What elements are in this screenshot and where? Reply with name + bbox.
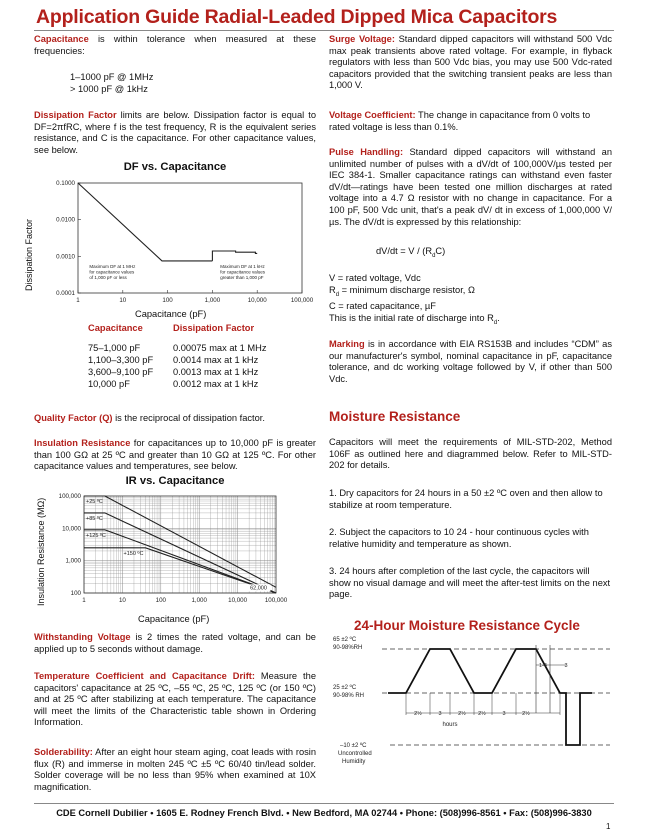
- x-tick-label: 1: [82, 597, 86, 604]
- definition-c: C = rated capacitance, µF: [329, 301, 436, 312]
- df-chart: [30, 176, 320, 308]
- pulse-section: [329, 147, 612, 228]
- step-3-text: 3. 24 hours after completion of the last cycle, the capacitors will show no visual damage and will meet the after-test limits on the next page.: [329, 566, 611, 600]
- withstanding-section: [34, 632, 316, 655]
- insulation-section: [34, 438, 316, 473]
- ir-chart-xlabel: Capacitance (pF): [138, 614, 210, 624]
- ir-chart-ylabel: Insulation Resistance (MΩ): [36, 497, 46, 606]
- x-tick-label: 1,000: [191, 597, 207, 604]
- table-cell: 3,600–9,100 pF: [88, 367, 154, 377]
- dissipation-text: limits are below. Dissipation factor is equal to DF=2πfRC, where f is the test frequency, R is the equivalent series resistance, and C is the capacitance. For other capacitance values, see below.: [34, 110, 316, 155]
- level-label: 65 ±2 ºC: [333, 637, 357, 643]
- x-tick-label: 10: [119, 297, 127, 304]
- df-table-header-capacitance: Capacitance: [88, 323, 143, 333]
- capacitance-label: Capacitance: [34, 34, 89, 44]
- definition-rd-symbol: R: [329, 284, 336, 295]
- cycle-profile-line: [388, 649, 592, 745]
- insulation-label: Insulation Resistance: [34, 438, 131, 448]
- df-annotation-text: Maximum DF at 1 kHz: [220, 263, 265, 269]
- level-label: Uncontrolled: [338, 751, 372, 757]
- withstanding-text: is 2 times the rated voltage, and can be applied up to 5 seconds without damage.: [34, 632, 316, 654]
- voltcoef-label: Voltage Coefficient:: [329, 110, 416, 120]
- level-label: 90-98% RH: [333, 693, 365, 699]
- y-tick-label: 0.1000: [56, 180, 75, 187]
- segment-label: 3: [438, 711, 442, 717]
- df-annotation-text: for capacitance values: [220, 269, 266, 275]
- level-label: 90-98%RH: [333, 645, 363, 651]
- page-footer: CDE Cornell Dubilier • 1605 E. Rodney French Blvd. • New Bedford, MA 02744 • Phone: (508)996-8561 • Fax: (508)996-3830: [56, 808, 592, 818]
- df-annotation-text: of 1,000 pF or less: [89, 274, 127, 280]
- ir-point-label: 62,000: [250, 585, 267, 592]
- x-tick-label: 100,000: [264, 597, 288, 604]
- quality-label: Quality Factor (Q): [34, 413, 113, 423]
- df-chart-title: DF vs. Capacitance: [123, 161, 227, 173]
- level-label: –10 ±2 ºC: [340, 743, 367, 749]
- dvdt-formula: [376, 246, 445, 262]
- table-row: [88, 354, 267, 366]
- solderability-section: [34, 747, 316, 793]
- definition-rd-subscript: d: [335, 291, 340, 298]
- x-tick-label: 1,000: [204, 297, 221, 304]
- formula-subscript: d: [432, 252, 436, 259]
- table-cell: 10,000 pF: [88, 379, 130, 389]
- table-cell: 0.0013 max at 1 kHz: [173, 367, 259, 377]
- segment-label: 2½: [458, 711, 466, 717]
- df-annotation-text: for capacitance values: [89, 269, 135, 275]
- marking-label: Marking: [329, 339, 365, 349]
- moisture-heading: Moisture Resistance: [329, 409, 461, 424]
- y-tick-label: 100,000: [58, 493, 81, 500]
- moisture-step-1: [329, 488, 612, 511]
- x-tick-label: 10,000: [247, 297, 267, 304]
- step-2-text: 2. Subject the capacitors to 10 24 - hour continuous cycles with relative humidity and temperature as shown.: [329, 527, 589, 549]
- table-row: [88, 378, 267, 390]
- x-tick-label: 10: [118, 597, 126, 604]
- pulse-text: Standard dipped capacitors will withstand an unlimited number of pulses with a dV/dt of 100,000V/µs tested per IEC 384-1. Smaller capacitance ratings can withstand even faster dV/dt—ratings have been tested one million discharges at rated voltage into a 4.7 Ω resistor with no change in capacitance. For a 100 pF, 500 Vdc unit, that's a peak dV/ dt in excess of 1,000,000 V/ µs. The dV/dt is expressed by this relationship:: [329, 147, 613, 227]
- dissipation-label: Dissipation Factor: [34, 110, 117, 120]
- moisture-cycle-title: 24-Hour Moisture Resistance Cycle: [354, 618, 580, 633]
- table-row: [88, 342, 267, 354]
- segment-label: 1-4: [539, 663, 547, 669]
- df-annotation-text: greater than 1,000 pF: [220, 274, 264, 280]
- surge-label: Surge Voltage:: [329, 34, 395, 44]
- y-tick-label: 0.0100: [56, 216, 75, 224]
- df-table-header-df: Dissipation Factor: [173, 323, 255, 333]
- capacitance-section: [34, 34, 316, 57]
- tempcoef-label: Temperature Coefficient and Capacitance Drift:: [34, 671, 255, 681]
- moisture-step-2: [329, 527, 612, 550]
- footer-divider: [34, 803, 614, 804]
- ir-series-label: +25 ºC: [86, 499, 103, 505]
- tempcoef-text: Measure the capacitors' capacitance at 25 ºC, –55 ºC, 25 ºC, 125 ºC (or 150 ºC) and at 25 ºC after stabilizing at each temperature. The capacitance will meet the limits of the Characteristic table shown in Ordering Information.: [34, 671, 316, 728]
- y-tick-label: 0.0010: [56, 253, 75, 261]
- moisture-intro: [329, 437, 612, 472]
- page-title: Application Guide Radial-Leaded Dipped Mica Capacitors: [36, 6, 558, 28]
- x-tick-label: 100: [162, 297, 173, 304]
- y-tick-label: 100: [70, 590, 81, 597]
- df-table: [88, 322, 267, 390]
- page-number: 1: [606, 822, 611, 831]
- ir-series-label: +150 ºC: [123, 550, 144, 557]
- table-cell: 0.0014 max at 1 kHz: [173, 355, 259, 365]
- segment-label: 3: [502, 711, 506, 717]
- voltcoef-text: The change in capacitance from 0 volts to rated voltage is less than 0.1%.: [329, 110, 591, 132]
- formula-definitions: [329, 273, 612, 329]
- freq-line-1: 1–1000 pF @ 1MHz: [70, 72, 154, 82]
- solderability-text: After an eight hour steam aging, coat leads with rosin flux (R) and immerse in molten 245 ºC ±5 ºC 60/40 tin/lead solder. Solder coverage will be no less than 95% when examined at 10X magnification.: [34, 747, 316, 792]
- freq-line-2: > 1000 pF @ 1kHz: [70, 83, 148, 94]
- df-series-line: [212, 251, 257, 261]
- definition-note-subscript: d: [493, 319, 498, 326]
- x-tick-label: 100: [155, 597, 166, 604]
- x-tick-label: 10,000: [228, 597, 248, 604]
- definition-note: This is the initial rate of discharge into R: [329, 312, 494, 323]
- marking-section: [329, 339, 612, 385]
- df-chart-ylabel: Dissipation Factor: [24, 218, 34, 291]
- surge-text: Standard dipped capacitors will withstand 500 Vdc max peak transients above rated voltage. For example, in flyback regulators with less than 500 Vdc bias, you may use 500 Vdc-rated capacitors provided that the switching transient peaks are less than 1,000 V.: [329, 34, 612, 91]
- segment-label: 2½: [522, 711, 530, 717]
- df-annotation-text: Maximum DF at 1 MHz: [89, 263, 136, 269]
- quality-text: is the reciprocal of dissipation factor.: [112, 413, 265, 423]
- tempcoef-section: [34, 671, 316, 729]
- x-tick-label: 1: [76, 297, 80, 304]
- ir-chart: [48, 488, 318, 610]
- ir-series-label: +125 ºC: [86, 532, 106, 539]
- voltcoef-section: [329, 110, 612, 133]
- pulse-label: Pulse Handling:: [329, 147, 404, 157]
- surge-section: [329, 34, 612, 92]
- level-label: 25 ±2 ºC: [333, 685, 357, 691]
- ir-chart-title: IR vs. Capacitance: [125, 475, 225, 487]
- table-cell: 1,100–3,300 pF: [88, 355, 154, 365]
- step-1-text: 1. Dry capacitors for 24 hours in a 50 ±2 ºC oven and then allow to stabilize at room temperature.: [329, 488, 603, 510]
- ir-series-line: [84, 513, 276, 593]
- time-axis-label: hours: [442, 722, 458, 728]
- quality-section: [34, 413, 316, 425]
- moisture-intro-text: Capacitors will meet the requirements of MIL-STD-202, Method 106F as outlined here and diagrammed below. Refer to MIL-STD-202 for details.: [329, 437, 612, 471]
- dissipation-section: [34, 110, 316, 156]
- ir-series-label: +85 ºC: [86, 515, 103, 522]
- definition-note-end: .: [497, 312, 500, 323]
- y-tick-label: 10,000: [62, 525, 81, 533]
- definition-rd-text: = minimum discharge resistor, Ω: [339, 284, 475, 295]
- solderability-label: Solderability:: [34, 747, 93, 757]
- plot-frame: [84, 496, 276, 593]
- moisture-cycle-chart: [330, 633, 620, 783]
- table-row: [88, 366, 267, 378]
- segment-label: 3: [564, 663, 568, 669]
- title-divider: [34, 30, 614, 31]
- insulation-text: for capacitances up to 10,000 pF is greater than 100 GΩ at 25 ºC and greater than 10 GΩ at 125 ºC. For other capacitance values and temperatures, see below.: [34, 438, 316, 472]
- y-tick-label: 1,000: [65, 557, 81, 565]
- table-cell: 0.0012 max at 1 kHz: [173, 379, 259, 389]
- capacitance-text: is within tolerance when measured at these frequencies:: [34, 34, 316, 56]
- formula-text: dV/dt = V / (R: [376, 246, 433, 256]
- marking-text: is in accordance with EIA RS153B and includes “CDM” as our manufacturer's symbol, nominal capacitance in pF, capacitance tolerance, and dc working voltage followed by V, if other than 500 Vdc.: [329, 339, 612, 384]
- y-tick-label: 0.0001: [56, 290, 75, 297]
- segment-label: 2½: [478, 711, 486, 717]
- table-cell: 0.00075 max at 1 MHz: [173, 343, 267, 353]
- capacitance-frequencies: [70, 72, 153, 95]
- df-chart-xlabel: Capacitance (pF): [135, 309, 207, 319]
- moisture-step-3: [329, 566, 612, 601]
- segment-label: 2½: [414, 711, 422, 717]
- withstanding-label: Withstanding Voltage: [34, 632, 131, 642]
- definition-v: V = rated voltage, Vdc: [329, 273, 421, 283]
- df-series-line: [78, 183, 212, 261]
- formula-end: C): [435, 246, 446, 256]
- level-label: Humidity: [342, 759, 366, 765]
- table-cell: 75–1,000 pF: [88, 343, 141, 353]
- x-tick-label: 100,000: [290, 297, 314, 304]
